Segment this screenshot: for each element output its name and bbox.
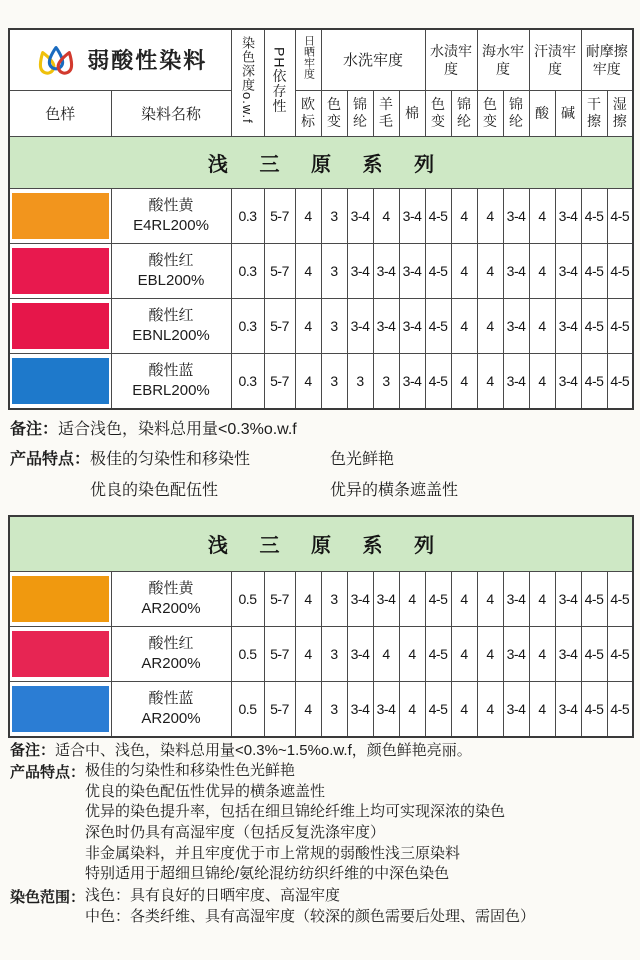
fastness-value: 4	[451, 188, 477, 243]
fastness-value: 4-5	[425, 188, 451, 243]
dye-code: EBNL200%	[132, 326, 210, 344]
color-swatch	[12, 358, 109, 404]
fastness-value: 4	[399, 681, 425, 737]
dye-name: 酸性红	[148, 307, 194, 324]
fastness-value: 4	[477, 243, 503, 298]
dye-range-content	[85, 886, 632, 927]
col-header-lightfastness: 日晒牢度	[295, 29, 321, 90]
fastness-value: 4	[529, 681, 555, 737]
remark-label: 备注：	[10, 421, 59, 438]
color-swatch	[12, 576, 109, 622]
remark-label: 备注：	[10, 742, 56, 759]
fastness-value: 4	[529, 188, 555, 243]
fastness-value: 4-5	[581, 681, 607, 737]
col-header-sea-colorchange: 色变	[477, 90, 503, 136]
fastness-value: 4-5	[425, 571, 451, 626]
fastness-value: 3-4	[555, 188, 581, 243]
series-banner: 浅 三 原 系 列	[9, 516, 633, 571]
dye-range-label: 染色范围：	[10, 889, 86, 907]
fastness-value: 4-5	[581, 353, 607, 409]
fastness-value: 0.3	[231, 243, 264, 298]
col-header-waterstain-group: 水渍牢度	[425, 29, 477, 90]
fastness-value: 5-7	[264, 243, 295, 298]
features-content	[90, 446, 632, 508]
fastness-value: 0.3	[231, 353, 264, 409]
col-header-wash-nylon: 锦纶	[347, 90, 373, 136]
fastness-value: 4-5	[581, 243, 607, 298]
feature-pair-line	[90, 446, 632, 469]
series-banner: 浅 三 原 系 列	[9, 136, 633, 188]
note-line: 非金属染料，并且牢度优于市上常规的弱酸性浅三原染料	[85, 844, 461, 862]
header-sub-row	[9, 90, 633, 136]
note-line: 优异的染色提升率，包括在细旦锦纶纤维上均可实现深浓的染色	[85, 803, 506, 821]
fastness-value: 4	[477, 626, 503, 681]
fastness-value: 0.3	[231, 298, 264, 353]
fastness-value: 3-4	[399, 298, 425, 353]
dye-code: AR200%	[141, 709, 201, 727]
fastness-value: 4-5	[607, 188, 633, 243]
fastness-value: 3-4	[399, 243, 425, 298]
color-swatch	[12, 686, 109, 732]
color-swatch	[12, 631, 109, 677]
fastness-value: 4-5	[607, 681, 633, 737]
color-sample-cell	[9, 571, 111, 626]
color-sample-cell	[9, 353, 111, 409]
fastness-value: 4	[295, 353, 321, 409]
col-header-wash-group: 水洗牢度	[321, 29, 425, 90]
dye-code: EBRL200%	[132, 381, 210, 399]
fastness-value: 3-4	[373, 298, 399, 353]
fastness-value: 4	[451, 353, 477, 409]
droplets-logo-icon	[33, 39, 79, 81]
fastness-value: 5-7	[264, 353, 295, 409]
fastness-value: 4	[295, 681, 321, 737]
dye-range-block	[10, 886, 632, 927]
fastness-value: 3-4	[347, 681, 373, 737]
feature-pair-line	[90, 477, 632, 500]
col-header-wash-cotton: 棉	[399, 90, 425, 136]
color-swatch	[12, 248, 109, 294]
dye-name: 酸性蓝	[148, 690, 194, 707]
fastness-value: 5-7	[264, 626, 295, 681]
fastness-value: 3-4	[373, 571, 399, 626]
fastness-value: 0.5	[231, 571, 264, 626]
fastness-value: 4	[373, 626, 399, 681]
fastness-value: 4-5	[425, 626, 451, 681]
fastness-value: 3-4	[503, 188, 529, 243]
table-body	[9, 188, 633, 409]
feature-right: 色光鲜艳	[330, 451, 395, 468]
fastness-value: 3-4	[347, 243, 373, 298]
col-header-stain-colorchange: 色变	[425, 90, 451, 136]
table-header	[9, 29, 633, 136]
fastness-table-2	[8, 515, 634, 738]
fastness-value: 3	[347, 353, 373, 409]
fastness-value: 3-4	[399, 353, 425, 409]
dye-name-cell	[111, 298, 231, 353]
fastness-value: 3-4	[347, 298, 373, 353]
fastness-value: 4	[399, 571, 425, 626]
dye-row	[9, 571, 633, 626]
col-header-ph: PH依存性	[264, 29, 295, 136]
dye-name: 酸性黄	[148, 580, 194, 597]
fastness-value: 4	[451, 571, 477, 626]
fastness-value: 4	[295, 571, 321, 626]
fastness-value: 4	[451, 626, 477, 681]
col-header-rub-wet: 湿擦	[607, 90, 633, 136]
dye-code: AR200%	[141, 599, 201, 617]
col-header-stain-nylon: 锦纶	[451, 90, 477, 136]
dye-name-cell	[111, 188, 231, 243]
brand-header-cell	[9, 29, 231, 90]
fastness-value: 3-4	[555, 571, 581, 626]
note-line: 深色时仍具有高湿牢度（包括反复洗涤牢度）	[85, 824, 386, 842]
col-header-eu-standard: 欧标	[295, 90, 321, 136]
col-header-sea-nylon: 锦纶	[503, 90, 529, 136]
fastness-value: 4	[451, 681, 477, 737]
remark-text: 适合中、浅色，染料总用量<0.3%~1.5%o.w.f，颜色鲜艳亮丽。	[55, 742, 472, 759]
fastness-value: 3	[321, 188, 347, 243]
fastness-value: 0.3	[231, 188, 264, 243]
dye-name-cell	[111, 626, 231, 681]
color-sample-cell	[9, 243, 111, 298]
fastness-value: 0.5	[231, 681, 264, 737]
fastness-value: 4-5	[581, 626, 607, 681]
fastness-value: 4-5	[607, 571, 633, 626]
fastness-value: 3-4	[503, 571, 529, 626]
dye-row	[9, 681, 633, 737]
brand-title: 弱酸性染料	[87, 48, 208, 74]
fastness-value: 3-4	[503, 353, 529, 409]
fastness-value: 3-4	[373, 681, 399, 737]
fastness-value: 4	[529, 571, 555, 626]
feature-left: 极佳的匀染性和移染性	[90, 451, 251, 468]
note-line: 浅色：具有良好的日晒牢度、高湿牢度	[85, 887, 341, 905]
col-header-sweat-acid: 酸	[529, 90, 555, 136]
features-label: 产品特点：	[10, 451, 91, 468]
fastness-value: 3-4	[347, 571, 373, 626]
color-sample-cell	[9, 681, 111, 737]
fastness-value: 3	[373, 353, 399, 409]
fastness-value: 4	[529, 353, 555, 409]
features-block	[10, 761, 632, 885]
dye-code: E4RL200%	[133, 216, 209, 234]
col-header-rub-dry: 干擦	[581, 90, 607, 136]
features-label: 产品特点：	[10, 764, 86, 781]
fastness-value: 4-5	[607, 298, 633, 353]
fastness-value: 3	[321, 571, 347, 626]
dye-row	[9, 188, 633, 243]
fastness-value: 3-4	[399, 188, 425, 243]
fastness-value: 4	[295, 188, 321, 243]
color-sample-cell	[9, 626, 111, 681]
fastness-value: 5-7	[264, 681, 295, 737]
fastness-value: 4	[529, 626, 555, 681]
fastness-value: 4	[295, 243, 321, 298]
dye-name: 酸性红	[148, 635, 194, 652]
note-line: 优良的染色配伍性优异的横条遮盖性	[85, 782, 326, 800]
fastness-value: 4	[373, 188, 399, 243]
features-block	[10, 446, 632, 508]
fastness-value: 3-4	[555, 353, 581, 409]
fastness-value: 4	[451, 298, 477, 353]
fastness-value: 3-4	[555, 626, 581, 681]
fastness-value: 4	[451, 243, 477, 298]
fastness-value: 5-7	[264, 188, 295, 243]
features-content	[85, 761, 632, 885]
fastness-value: 4	[477, 188, 503, 243]
fastness-value: 4	[295, 298, 321, 353]
fastness-value: 3	[321, 353, 347, 409]
fastness-value: 4	[477, 571, 503, 626]
feature-right: 优异的横条遮盖性	[330, 482, 459, 499]
feature-left: 优良的染色配伍性	[90, 482, 219, 499]
col-header-wash-wool: 羊毛	[373, 90, 399, 136]
dye-row	[9, 353, 633, 409]
dye-name-cell	[111, 353, 231, 409]
fastness-value: 4	[477, 681, 503, 737]
col-header-seawater-group: 海水牢度	[477, 29, 529, 90]
dye-name: 酸性蓝	[148, 362, 194, 379]
fastness-value: 0.5	[231, 626, 264, 681]
dye-name-cell	[111, 681, 231, 737]
color-sample-cell	[9, 298, 111, 353]
fastness-value: 3-4	[555, 243, 581, 298]
fastness-value: 4-5	[607, 243, 633, 298]
color-swatch	[12, 303, 109, 349]
fastness-value: 4	[477, 353, 503, 409]
dye-name: 酸性红	[148, 252, 194, 269]
note-line: 中色：各类纤维、具有高湿牢度（较深的颜色需要后处理、需固色）	[85, 907, 536, 925]
col-header-sample: 色样	[9, 90, 111, 136]
fastness-value: 3-4	[503, 681, 529, 737]
dye-name: 酸性黄	[148, 197, 194, 214]
fastness-value: 4	[529, 243, 555, 298]
color-swatch	[12, 193, 109, 239]
fastness-value: 3-4	[503, 243, 529, 298]
dye-name-cell	[111, 571, 231, 626]
notes-section-2	[10, 739, 632, 929]
fastness-value: 4	[295, 626, 321, 681]
fastness-value: 4-5	[581, 188, 607, 243]
header-group-row	[9, 29, 633, 90]
dye-row	[9, 298, 633, 353]
col-header-depth: 染色深度o.w.f	[231, 29, 264, 136]
remark-line	[10, 416, 632, 439]
fastness-value: 4-5	[607, 626, 633, 681]
fastness-table-1	[8, 28, 634, 410]
dye-row	[9, 243, 633, 298]
fastness-value: 4-5	[425, 298, 451, 353]
fastness-value: 5-7	[264, 298, 295, 353]
note-line: 特别适用于超细旦锦纶/氨纶混纺纺织纤维的中深色染色	[85, 865, 450, 883]
fastness-value: 3-4	[347, 626, 373, 681]
notes-section-1	[10, 416, 632, 515]
fastness-value: 4	[529, 298, 555, 353]
fastness-value: 3-4	[347, 188, 373, 243]
fastness-value: 3-4	[503, 626, 529, 681]
dye-code: AR200%	[141, 654, 201, 672]
fastness-value: 5-7	[264, 571, 295, 626]
col-header-rubbing-group: 耐摩擦牢度	[581, 29, 633, 90]
note-line: 极佳的匀染性和移染性色光鲜艳	[85, 762, 296, 779]
brand-logo	[10, 39, 231, 81]
fastness-value: 4-5	[425, 243, 451, 298]
dye-name-cell	[111, 243, 231, 298]
fastness-value: 3	[321, 626, 347, 681]
table-body	[9, 571, 633, 737]
fastness-value: 4-5	[581, 571, 607, 626]
col-header-perspiration-group: 汗渍牢度	[529, 29, 581, 90]
col-header-wash-colorchange: 色变	[321, 90, 347, 136]
col-header-dye-name: 染料名称	[111, 90, 231, 136]
remark-text: 适合浅色，染料总用量<0.3%o.w.f	[58, 421, 297, 438]
fastness-value: 4-5	[607, 353, 633, 409]
fastness-value: 3	[321, 243, 347, 298]
fastness-value: 3-4	[373, 243, 399, 298]
fastness-value: 3-4	[555, 298, 581, 353]
fastness-value: 3-4	[503, 298, 529, 353]
fastness-value: 4	[477, 298, 503, 353]
fastness-value: 4	[399, 626, 425, 681]
dye-code: EBL200%	[137, 271, 205, 289]
remark-line	[10, 739, 632, 760]
color-sample-cell	[9, 188, 111, 243]
dye-row	[9, 626, 633, 681]
fastness-value: 4-5	[581, 298, 607, 353]
fastness-value: 4-5	[425, 681, 451, 737]
fastness-value: 3-4	[555, 681, 581, 737]
fastness-value: 4-5	[425, 353, 451, 409]
fastness-value: 3	[321, 298, 347, 353]
fastness-value: 3	[321, 681, 347, 737]
col-header-sweat-alkali: 碱	[555, 90, 581, 136]
